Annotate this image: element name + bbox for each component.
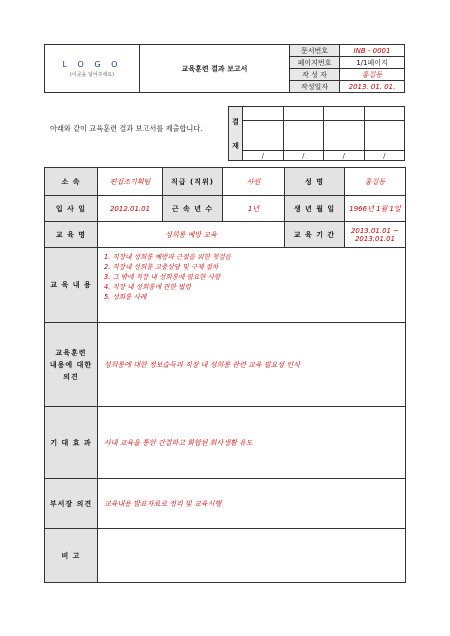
approval-sign-cell bbox=[324, 121, 365, 151]
meta-val-page-number: 1/1페이지 bbox=[340, 57, 405, 69]
logo: L O G O bbox=[62, 59, 122, 69]
affiliation-label: 소 속 bbox=[45, 168, 98, 196]
logo-subtitle: (이곳을 넣어주세요) bbox=[69, 71, 115, 78]
birth-date-value: 1966년 1월 1일 bbox=[345, 196, 406, 222]
approval-sign-cell bbox=[283, 121, 324, 151]
approval-table bbox=[228, 106, 405, 161]
intro-text: 아래와 같이 교육훈련 결과 보고서를 제출합니다. bbox=[50, 124, 203, 133]
course-period-start: 2013.01.01 ~ bbox=[350, 226, 400, 235]
meta-key-author: 작 성 자 bbox=[290, 69, 340, 81]
meta-key-page-number: 페이지번호 bbox=[290, 57, 340, 69]
approval-date-cell: / bbox=[324, 151, 365, 161]
course-period-value bbox=[345, 222, 406, 248]
opinion-label-line: 의견 bbox=[63, 372, 79, 381]
affiliation-value: 편집조기획팀 bbox=[98, 168, 163, 196]
remarks-value bbox=[98, 529, 406, 583]
meta-val-date: 2013. 01. 01. bbox=[340, 81, 405, 93]
opinion-label-line: 내용에 대한 bbox=[49, 360, 93, 369]
course-content-value bbox=[98, 248, 406, 323]
approval-sign-cell bbox=[243, 121, 284, 151]
approval-label-top: 결 bbox=[232, 117, 239, 126]
course-name-value: 성희롱 예방 교육 bbox=[98, 222, 285, 248]
hire-date-value: 2012.01.01 bbox=[98, 196, 163, 222]
meta-val-doc-number: INB - 0001 bbox=[340, 45, 405, 57]
course-period-end: 2013.01.01 bbox=[354, 234, 396, 243]
approval-date-cell: / bbox=[283, 151, 324, 161]
report-form bbox=[44, 167, 406, 583]
approval-label bbox=[229, 107, 243, 161]
opinion-label bbox=[45, 323, 98, 407]
approval-title-cell bbox=[324, 107, 365, 121]
position-label: 직급 (직위) bbox=[163, 168, 223, 196]
content-item: 5. 성희롱 사례 bbox=[104, 293, 147, 301]
logo-cell bbox=[45, 45, 140, 93]
expected-effect-label: 기 대 효 과 bbox=[45, 407, 98, 479]
name-value: 홍길동 bbox=[345, 168, 406, 196]
course-content-label: 교 육 내 용 bbox=[45, 248, 98, 323]
course-name-label: 교 육 명 bbox=[45, 222, 98, 248]
tenure-label: 근 속 년 수 bbox=[163, 196, 223, 222]
position-value: 사원 bbox=[223, 168, 285, 196]
approval-date-cell: / bbox=[364, 151, 405, 161]
meta-key-doc-number: 문서번호 bbox=[290, 45, 340, 57]
opinion-label-line: 교육훈련 bbox=[55, 348, 87, 357]
content-item: 4. 직장 내 성희롱에 관한 법령 bbox=[104, 283, 191, 291]
course-period-label: 교 육 기 간 bbox=[285, 222, 345, 248]
expected-effect-value: 사내 교육을 통한 간결하고 화합된 회사생활 유도 bbox=[98, 407, 406, 479]
name-label: 성 명 bbox=[285, 168, 345, 196]
remarks-label: 비 고 bbox=[45, 529, 98, 583]
approval-title-cell bbox=[283, 107, 324, 121]
content-item: 1. 직장내 성희롱 예방과 근절을 위한 첫걸음 bbox=[104, 253, 232, 261]
hire-date-label: 입 사 일 bbox=[45, 196, 98, 222]
opinion-value: 성희롱에 대한 정보습득과 직장 내 성희롱 관련 교육 필요성 인식 bbox=[98, 323, 406, 407]
approval-title-cell bbox=[243, 107, 284, 121]
approval-title-cell bbox=[364, 107, 405, 121]
tenure-value: 1년 bbox=[223, 196, 285, 222]
approval-sign-cell bbox=[364, 121, 405, 151]
manager-opinion-value: 교육내용 발표자료로 정리 및 교육시행 bbox=[98, 479, 406, 529]
approval-date-cell: / bbox=[243, 151, 284, 161]
header-table bbox=[44, 44, 405, 93]
content-item: 2. 직장내 성희롱 고충상담 및 구제 절차 bbox=[104, 263, 219, 271]
meta-val-author: 홍길동 bbox=[340, 69, 405, 81]
approval-label-bottom: 재 bbox=[232, 141, 239, 150]
document-title: 교육훈련 결과 보고서 bbox=[140, 45, 290, 93]
birth-date-label: 생 년 월 일 bbox=[285, 196, 345, 222]
content-item: 3. 그 밖에 직장 내 성희롱에 필요한 사항 bbox=[104, 273, 221, 281]
meta-key-date: 작성일자 bbox=[290, 81, 340, 93]
manager-opinion-label: 부서장 의견 bbox=[45, 479, 98, 529]
